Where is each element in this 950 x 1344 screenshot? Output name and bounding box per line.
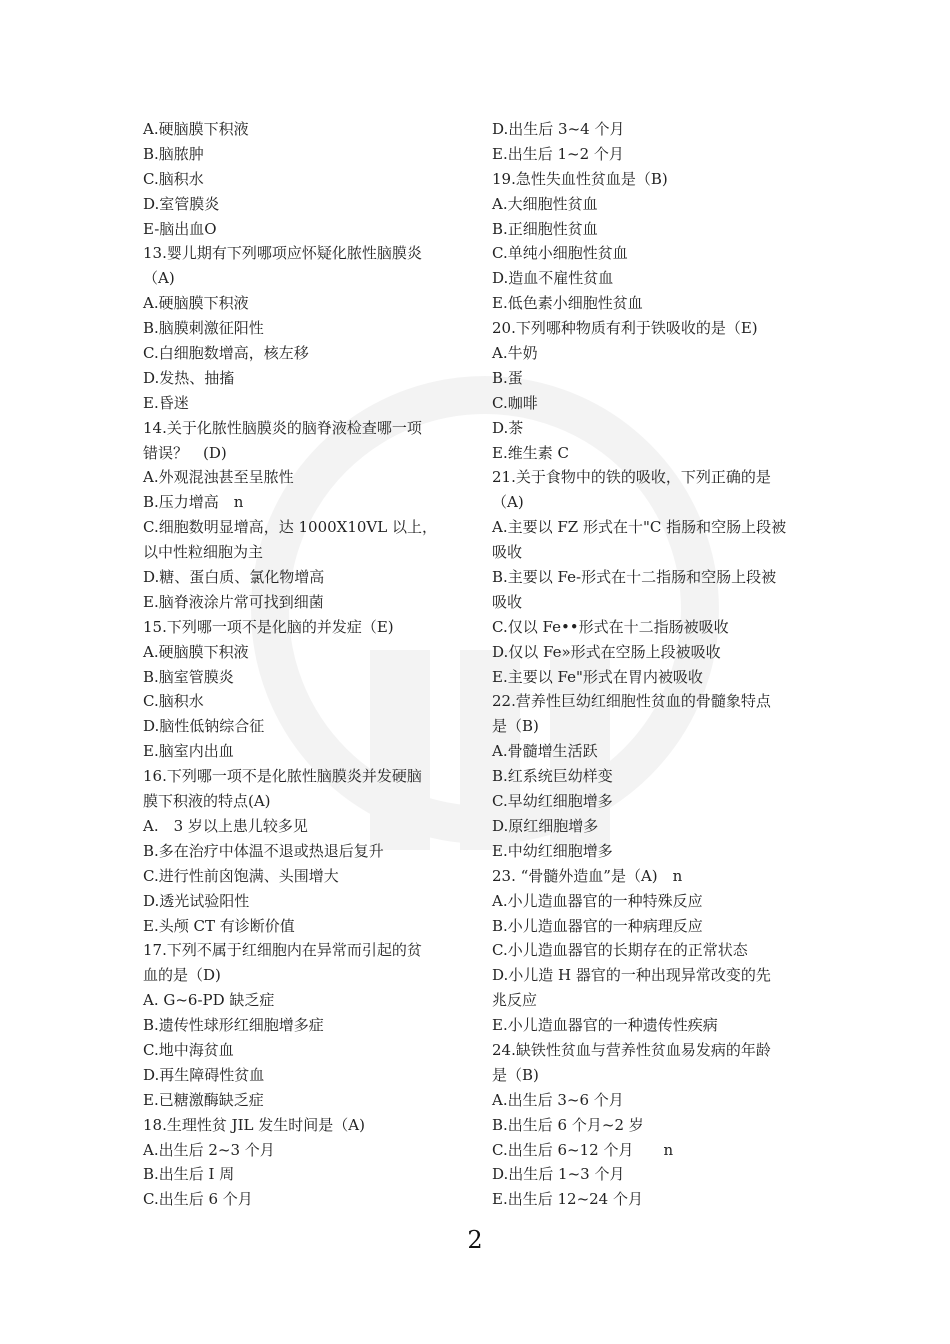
text-line: D.茶 [492,418,524,437]
text-line: A.大细胞性贫血 [492,194,598,213]
text-line: D.透光试验阳性 [143,891,250,910]
text-line: 19.急性失血性贫血是（B) [492,169,668,188]
text-line: 20.下列哪种物质有利于铁吸收的是（E) [492,319,758,338]
text-line: A.骨髓增生活跃 [492,742,598,761]
text-line: 16.下列哪一项不是化脓性脑膜炎并发硬脑 [143,767,422,786]
text-line: B.遗传性球形红细胞增多症 [143,1016,324,1035]
text-line: 18.生理性贫 JIL 发生时间是（A) [143,1115,365,1134]
text-line: E.小儿造血器官的一种遗传性疾病 [492,1016,718,1035]
text-line: B.脑室管膜炎 [143,667,234,686]
text-line: （A) [492,493,524,512]
text-line: A.出生后 2~3 个月 [143,1140,275,1159]
text-line: B.红系统巨幼样变 [492,767,613,786]
text-line: C.细胞数明显增高，达 1000X10VL 以上， [143,518,437,537]
text-line: E.已糖激酶缺乏症 [143,1090,264,1109]
text-line: B.正细胞性贫血 [492,219,598,238]
text-line: D.脑性低钠综合征 [143,717,265,736]
text-line: C.白细胞数增高，核左移 [143,344,309,363]
text-line: C.早幼红细胞增多 [492,792,613,811]
text-line: C.脑积水 [143,692,204,711]
text-line: E.头颅 CT 有诊断价值 [143,916,295,935]
text-line: C.进行性前囟饱满、头围增大 [143,866,339,885]
text-line: 血的是（D) [143,966,221,985]
text-line: B.脑膜刺激征阳性 [143,319,264,338]
text-line: D.出生后 1~3 个月 [492,1165,625,1184]
text-line: D.造血不雇性贫血 [492,269,614,288]
text-line: B.主要以 Fe-形式在十二指肠和空肠上段被 [492,568,777,587]
text-line: 以中性粒细胞为主 [143,543,264,562]
text-line: B.出生后 6 个月~2 岁 [492,1115,644,1134]
left-column [143,117,463,1212]
text-line: E.出生后 12~24 个月 [492,1190,643,1209]
text-line: E.昏迷 [143,393,189,412]
text-line: D.小儿造 H 器官的一种出现异常改变的先 [492,966,771,985]
text-line: D.再生障碍性贫血 [143,1065,265,1084]
text-line: 膜下积液的特点(A) [143,792,271,811]
text-line: A.硬脑膜下积液 [143,642,249,661]
text-line: A.硬脑膜下积液 [143,120,249,138]
text-line: B.出生后 I 周 [143,1165,235,1184]
text-line: （A) [143,269,175,288]
text-line: A.小儿造血器官的一种特殊反应 [492,891,703,910]
text-line: 17.下列不属于红细胞内在异常而引起的贫 [143,941,422,960]
text-line: C.单纯小细胞性贫血 [492,244,628,263]
text-line: E.出生后 1~2 个月 [492,144,624,163]
text-line: A.主要以 FZ 形式在十"C 指肠和空肠上段被 [492,518,787,537]
text-line: C.咖啡 [492,393,538,412]
text-line: C.小儿造血器官的长期存在的正常状态 [492,941,748,960]
text-line: E.中幼红细胞增多 [492,841,613,860]
text-line: 15.下列哪一项不是化脑的并发症（E) [143,617,394,636]
text-line: D.仅以 Fe»形式在空肠上段被吸收 [492,642,721,661]
text-line: D.发热、抽搐 [143,368,235,387]
text-line: B.压力增高 n [143,493,244,512]
text-line: A. G~6-PD 缺乏症 [143,991,275,1010]
text-line: 21.关于食物中的铁的吸收，下列正确的是 [492,468,771,487]
text-line: 错误？ (D) [143,443,227,462]
text-line: C.仅以 Fe••形式在十二指肠被吸收 [492,617,729,636]
text-line: B.蛋 [492,368,523,387]
text-line: C.出生后 6~12 个月 n [492,1140,674,1159]
text-line: A.出生后 3~6 个月 [492,1090,624,1109]
text-line: E.脑室内出血 [143,742,234,761]
text-line: D.室管膜炎 [143,194,220,213]
text-line: 22.营养性巨幼红细胞性贫血的骨髓象特点 [492,692,771,711]
page-number: 2 [467,1226,483,1254]
text-line: A.外观混浊甚至呈脓性 [143,468,294,487]
text-line: 兆反应 [492,991,538,1010]
text-line: C.地中海贫血 [143,1040,234,1059]
text-line: 14.关于化脓性脑膜炎的脑脊液检查哪一项 [143,418,422,437]
text-line: D.糖、蛋白质、氯化物增高 [143,568,325,587]
text-line: A.牛奶 [492,344,538,363]
text-line: B.多在治疗中体温不退或热退后复升 [143,841,384,860]
text-line: C.脑积水 [143,169,204,188]
text-line: E-脑出血O [143,219,217,238]
text-line: 13.婴儿期有下列哪项应怀疑化脓性脑膜炎 [143,244,422,263]
text-line: A.硬脑膜下积液 [143,294,249,313]
text-line: B.小儿造血器官的一种病理反应 [492,916,703,935]
text-line: E.脑脊液涂片常可找到细菌 [143,592,324,611]
text-line: D.出生后 3~4 个月 [492,120,625,138]
text-line: E.低色素小细胞性贫血 [492,294,643,313]
text-line: 吸收 [492,543,523,562]
text-line: A. 3 岁以上患儿较多见 [143,816,308,835]
text-line: C.出生后 6 个月 [143,1190,253,1209]
text-line: 吸收 [492,592,523,611]
text-line: 是（B) [492,717,539,736]
text-line: 23. “骨髓外造血”是（A) n [492,866,683,885]
text-line: E.维生素 C [492,443,569,462]
text-line: E.主要以 Fe"形式在胃内被吸收 [492,667,703,686]
right-column [492,117,812,1212]
text-line: B.脑脓肿 [143,144,204,163]
text-line: D.原红细胞增多 [492,816,599,835]
text-line: 24.缺铁性贫血与营养性贫血易发病的年龄 [492,1040,771,1059]
text-line: 是（B) [492,1065,539,1084]
